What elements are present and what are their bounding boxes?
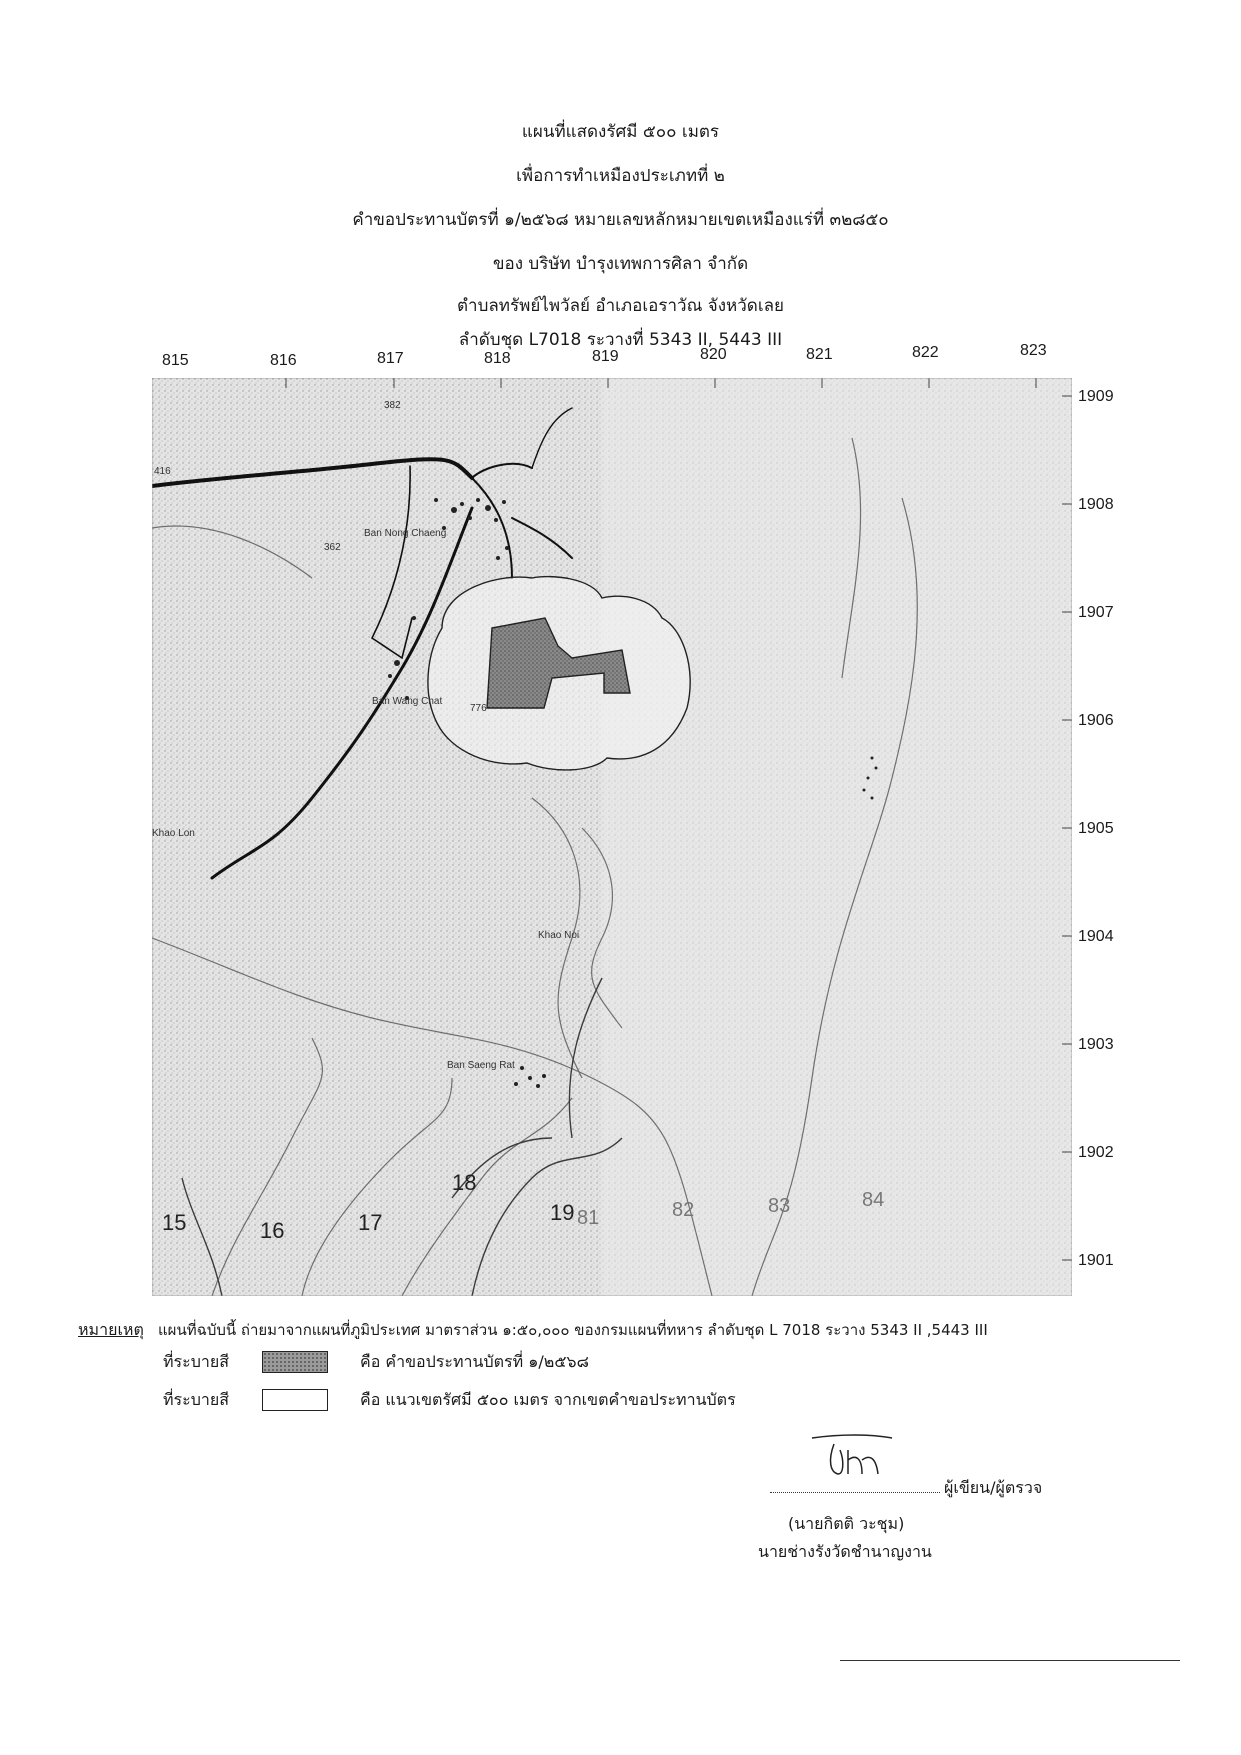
- grid-label-right: 1904: [1078, 928, 1114, 945]
- grid-number-bottom: 15: [162, 1210, 187, 1235]
- elevation-label: 416: [154, 466, 171, 477]
- hill-label: Khao Noi: [538, 930, 580, 941]
- village-label: Ban Nong Chaeng: [364, 528, 447, 539]
- signature-line: [770, 1492, 940, 1493]
- grid-number-bottom: 82: [672, 1199, 695, 1221]
- legend-row-desc: คือ แนวเขตรัศมี ๕๐๐ เมตร จากเขตคำขอประทานบัตร: [360, 1390, 736, 1409]
- grid-label-top: 817: [377, 350, 404, 367]
- grid-label-top: 815: [162, 352, 189, 369]
- grid-label-top: 822: [912, 344, 939, 361]
- signature-role: ผู้เขียน/ผู้ตรวจ: [944, 1478, 1043, 1497]
- grid-label-right: 1906: [1078, 712, 1114, 729]
- grid-number-bottom: 18: [452, 1170, 477, 1195]
- signature-position: นายช่างรังวัดชำนาญงาน: [758, 1542, 932, 1561]
- grid-number-bottom: 19: [550, 1200, 575, 1225]
- grid-label-top: 820: [700, 346, 727, 363]
- grid-label-top: 816: [270, 352, 297, 369]
- map-light-area: [602, 378, 1072, 1296]
- village-label: Ban Wang Chat: [372, 696, 443, 707]
- grid-label-top: 818: [484, 350, 511, 367]
- grid-label-right: 1902: [1078, 1144, 1114, 1161]
- handwritten-signature: [800, 1430, 920, 1490]
- grid-label-right: 1905: [1078, 820, 1114, 837]
- topographic-map: [152, 378, 1072, 1296]
- map-title: แผนที่แสดงรัศมี ๕๐๐ เมตร: [521, 122, 720, 142]
- map-subtitle-company: ของ บริษัท บำรุงเทพการศิลา จำกัด: [492, 254, 749, 274]
- grid-label-right: 1908: [1078, 496, 1114, 513]
- elevation-label: 362: [324, 542, 341, 553]
- grid-label-top: 819: [592, 348, 619, 365]
- grid-label-top: 821: [806, 346, 833, 363]
- grid-number-bottom: 83: [768, 1195, 791, 1217]
- map-subtitle-sheet: ลำดับชุด L7018 ระวางที่ 5343 II, 5443 III: [458, 330, 783, 350]
- legend-swatch-buffer: [262, 1389, 328, 1411]
- signature-name: (นายกิตติ วะชุม): [788, 1514, 905, 1533]
- legend-swatch-concession: [262, 1351, 328, 1373]
- legend-row-desc: คือ คำขอประทานบัตรที่ ๑/๒๕๖๘: [360, 1352, 589, 1371]
- elevation-label: 382: [384, 400, 401, 411]
- grid-label-right: 1907: [1078, 604, 1114, 621]
- grid-number-bottom: 84: [862, 1189, 885, 1211]
- grid-number-bottom: 17: [358, 1210, 383, 1235]
- grid-number-bottom: 81: [577, 1207, 600, 1229]
- grid-label-right: 1903: [1078, 1036, 1114, 1053]
- grid-label-right: 1901: [1078, 1252, 1114, 1269]
- legend-row-label: ที่ระบายสี: [163, 1352, 230, 1371]
- village-label: Ban Saeng Rat: [447, 1060, 515, 1071]
- grid-label-right: 1909: [1078, 388, 1114, 405]
- grid-number-bottom: 16: [260, 1218, 285, 1243]
- elevation-label: 776: [470, 703, 487, 714]
- grid-label-top: 823: [1020, 342, 1047, 359]
- bottom-rule: [840, 1660, 1180, 1661]
- hill-label: Khao Lon: [152, 828, 195, 839]
- note-text: แผนที่ฉบับนี้ ถ่ายมาจากแผนที่ภูมิประเทศ มาตราส่วน ๑:๕๐,๐๐๐ ของกรมแผนที่ทหาร ลำดับชุด L 7018 ระวาง 5343 II ,5443 III: [158, 1321, 988, 1339]
- legend-row-label: ที่ระบายสี: [163, 1390, 230, 1409]
- map-subtitle-request: คำขอประทานบัตรที่ ๑/๒๕๖๘ หมายเลขหลักหมายเขตเหมืองแร่ที่ ๓๒๘๕๐: [352, 210, 889, 230]
- note-label: หมายเหตุ: [78, 1320, 144, 1339]
- map-subtitle-location: ตำบลทรัพย์ไพวัลย์ อำเภอเอราวัณ จังหวัดเลย: [456, 296, 785, 316]
- map-subtitle-purpose: เพื่อการทำเหมืองประเภทที่ ๒: [516, 166, 725, 186]
